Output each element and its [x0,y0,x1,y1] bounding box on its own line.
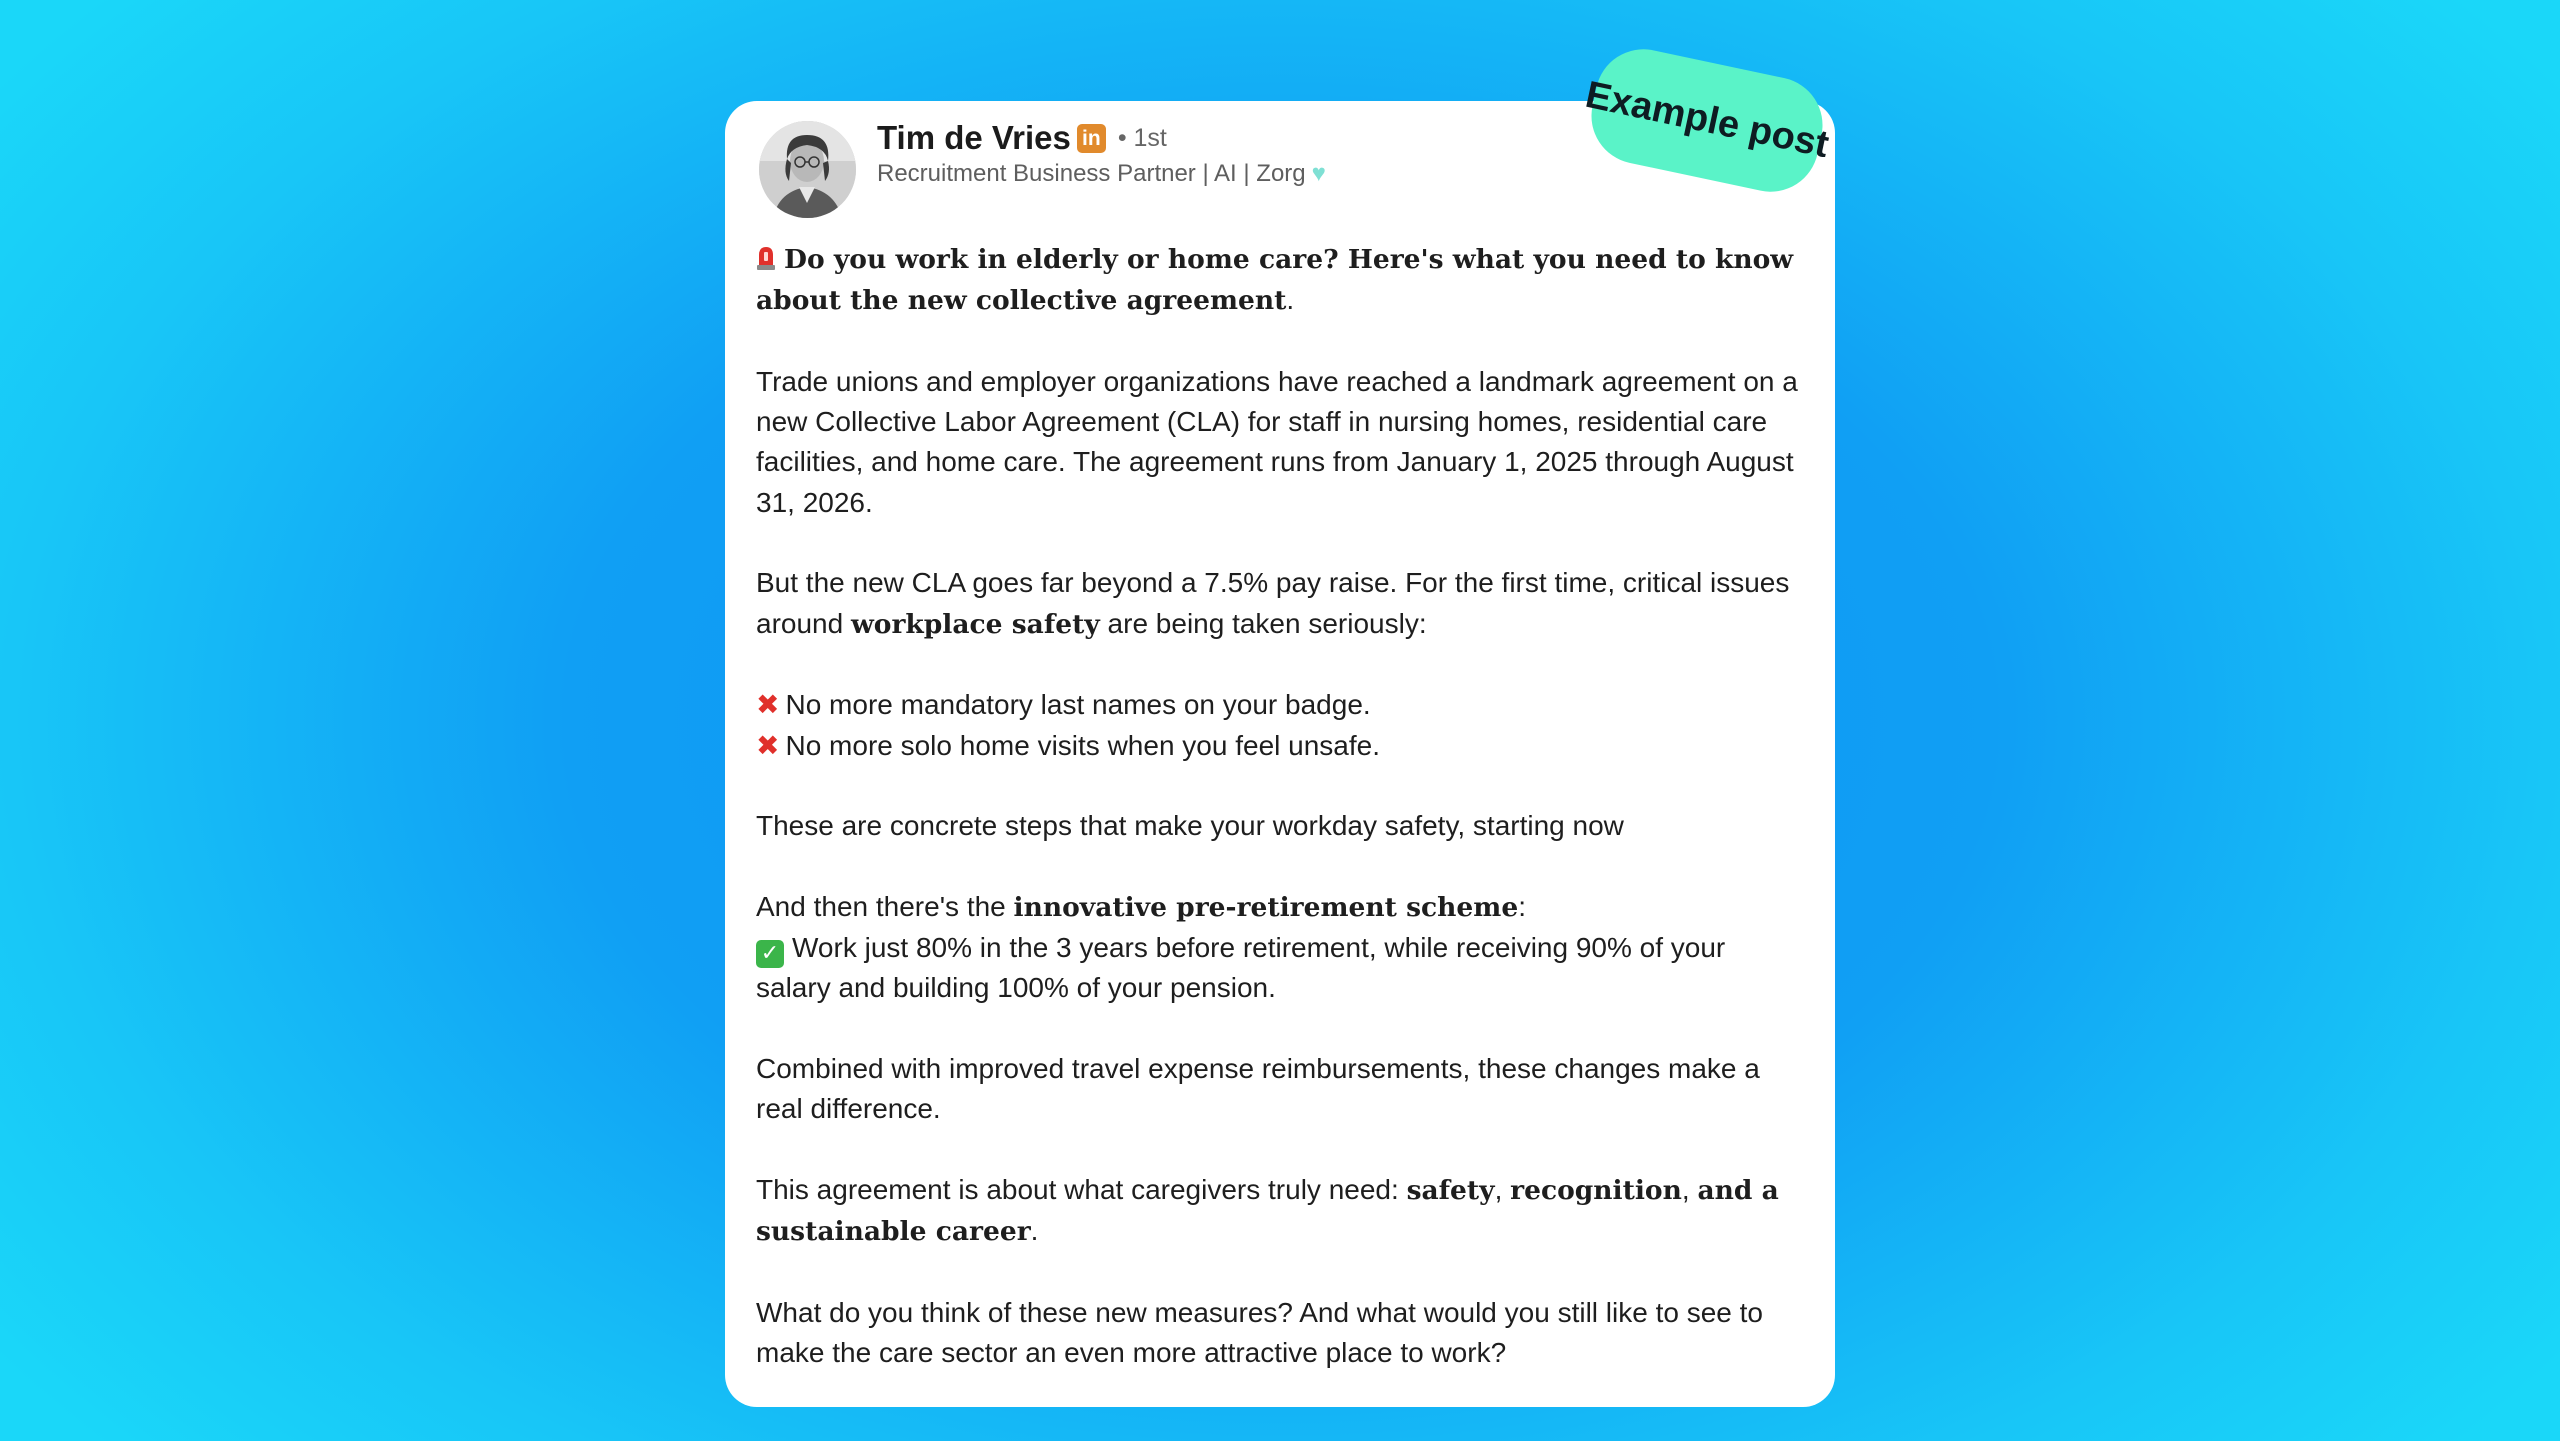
caregivers-bold-2: recognition [1510,1174,1682,1206]
paragraph-agreement: Trade unions and employer organizations have reached a landmark agreement on a new Collective Labor Agreement (CLA) for staff in nursing homes, residential care facilities, and home care. The agreement runs from January 1, 2025 through August 31, 2026. [756,365,1798,518]
caregivers-sep-1: , [1494,1173,1511,1205]
connection-degree: • 1st [1117,123,1167,152]
intro-end: . [1286,284,1295,316]
siren-icon [756,242,776,268]
list-item [756,726,1806,766]
author-headline [877,160,1326,188]
bullet-text: No more mandatory last names on your badge. [785,689,1371,721]
caregivers-start: This agreement is about what caregivers truly need: [756,1173,1407,1205]
paragraph-question: What do you think of these new measures? And what would you still like to see to make the care sector an even more attractive place to work? [756,1296,1764,1369]
retirement-bold: innovative pre-retirement scheme [1013,891,1519,923]
bullet-text: No more solo home visits when you feel unsafe. [785,729,1380,761]
safety-end: are being taken seriously: [1099,607,1427,639]
paragraph-travel: Combined with improved travel expense reimbursements, these changes make a real difference. [756,1052,1760,1125]
headline-text: Recruitment Business Partner | AI | Zorg [877,160,1306,187]
retirement-start: And then there's the [756,890,1014,922]
safety-start: But the new CLA goes far beyond a 7.5% pay raise. For the first time, critical issues around [756,567,1790,639]
post-card [725,101,1835,1407]
avatar-image [759,121,856,218]
paragraph-concrete-steps: These are concrete steps that make your workday safety, starting now [756,810,1624,842]
linkedin-icon: in [1077,124,1106,153]
paragraph-retirement [756,887,1806,928]
retirement-end: : [1518,890,1526,922]
caregivers-bold-3: and a sustainable career [756,1174,1779,1248]
safety-bold: workplace safety [850,608,1100,640]
example-post-tag: Example post [1583,40,1832,200]
caregivers-end: . [1030,1215,1039,1247]
author-row [877,119,1167,157]
caregivers-bold-1: safety [1406,1174,1495,1206]
cross-mark-icon: ✖ [756,728,780,762]
cross-mark-icon: ✖ [756,688,780,722]
paragraph-safety [756,563,1806,645]
intro-bold: Do you work in elderly or home care? Here's what you need to know about the new collective agreement [756,244,1794,317]
post-body [756,239,1806,1373]
heart-icon: ♥ [1311,160,1326,187]
caregivers-sep-2: , [1681,1173,1698,1205]
author-name[interactable]: Tim de Vries [877,119,1071,156]
post-intro [756,239,1806,322]
check-text: Work just 80% in the 3 years before retirement, while receiving 90% of your salary and building 100% of your pension. [756,932,1726,1004]
paragraph-caregivers [756,1170,1806,1253]
list-item [756,928,1806,1009]
list-item [756,685,1806,725]
check-mark-icon: ✓ [756,940,784,968]
avatar[interactable] [759,121,856,218]
